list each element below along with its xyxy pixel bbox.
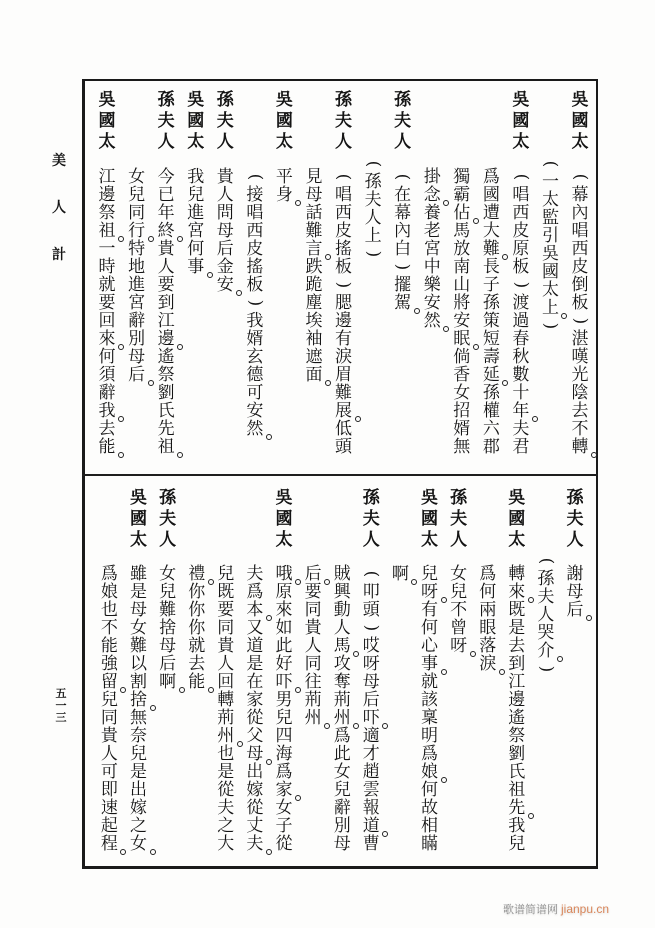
period-mark [179, 687, 185, 693]
dialogue-line: ( 接 唱 西 皮 搖 板 ) 我 婿 玄 德 可 安 然 [244, 168, 266, 438]
watermark-domain: jianpu.cn [561, 902, 610, 916]
script-column [128, 0, 150, 928]
dialogue-line: 掛 念 養 老 宮 中 樂 安 然 [421, 168, 443, 330]
period-mark [295, 579, 301, 585]
period-mark [528, 813, 534, 819]
dialogue-line: 女 兒 難 捨 母 后 啊 [157, 565, 179, 691]
stage-direction: ( 孫 夫 人 哭 介 ) [535, 552, 557, 678]
dialogue-line: 江 邊 祭 祖 一 時 就 要 回 來 何 須 辭 我 去 能 [96, 168, 118, 456]
speaker-name: 吳 國 太 [130, 488, 147, 550]
speaker-name: 孫 夫 人 [157, 90, 175, 152]
period-mark [499, 669, 505, 675]
speaker-name: 吳 國 太 [512, 90, 530, 152]
period-mark [150, 705, 156, 711]
watermark-site-name: 歌谱简谱网 [503, 903, 558, 916]
script-column [419, 0, 441, 928]
script-column [448, 0, 470, 928]
script-column [215, 0, 237, 928]
dialogue-line: 爲 何 兩 眼 落 淚 [477, 565, 499, 673]
script-column [157, 0, 179, 928]
speaker-name: 孫 夫 人 [394, 90, 412, 152]
period-mark [295, 687, 301, 693]
running-title: 美 人 計 [52, 153, 66, 263]
script-column [360, 0, 382, 928]
script-column [302, 0, 324, 928]
period-mark [150, 849, 156, 855]
dialogue-line: 夫 爲 本 又 道 是 在 家 從 父 母 出 嫁 從 丈 夫 [244, 565, 266, 853]
dialogue-line: ( 在 幕 內 白 ) 擺 駕 [392, 168, 414, 312]
dialogue-line: 兒 既 要 同 貴 人 回 轉 荊 州 也 是 從 夫 之 大 [215, 565, 237, 853]
script-column [477, 0, 499, 928]
dialogue-line: 平 身 [273, 168, 295, 204]
period-mark [325, 254, 331, 260]
period-mark [470, 651, 476, 657]
dialogue-line: 獨 霸 佔 馬 放 南 山 將 安 眠 倘 香 女 招 婿 無 [451, 168, 473, 456]
dialogue-line: 啊 [389, 565, 411, 583]
speaker-name: 吳 國 太 [275, 488, 293, 550]
period-mark [266, 759, 272, 765]
period-mark [208, 687, 214, 693]
dialogue-line: 哦 原 來 如 此 好 吓 男 兒 四 海 爲 家 女 子 從 [273, 565, 295, 853]
script-column [244, 0, 266, 928]
script-column [331, 0, 353, 928]
dialogue-line: 見 母 話 難 言 跌 跪 塵 埃 袖 遮 面 [303, 168, 325, 384]
dialogue-line: 爲 娘 也 不 能 強 留 兒 同 貴 人 可 即 速 起 程 [98, 565, 120, 853]
dialogue-line: 后 要 同 貴 人 同 往 荊 州 [302, 565, 324, 727]
watermark [503, 901, 609, 917]
period-mark [441, 777, 447, 783]
period-mark [586, 615, 592, 621]
dialogue-line: 我 兒 進 宮 何 事 [185, 168, 207, 276]
dialogue-line: 貴 人 問 母 后 金 安 [214, 168, 236, 294]
dialogue-line: ( 叩 頭 ) 哎 呀 母 后 吓 適 才 趙 雲 報 道 曹 [360, 565, 382, 853]
dialogue-line: 今 已 年 終 貴 人 要 到 江 邊 遙 祭 劉 氏 先 祖 [155, 168, 177, 456]
speaker-name: 孫 夫 人 [216, 90, 234, 152]
speaker-name: 孫 夫 人 [159, 488, 177, 550]
dialogue-line: 賊 興 動 人 馬 攻 奪 荊 州 爲 此 女 兒 辭 別 母 [331, 565, 353, 853]
dialogue-line: ( 唱 西 皮 原 板 ) 渡 過 春 秋 數 十 年 夫 君 [510, 168, 532, 456]
period-mark [208, 579, 214, 585]
period-mark [591, 452, 597, 458]
period-mark [441, 669, 447, 675]
period-mark [237, 741, 243, 747]
dialogue-line: 女 兒 同 行 特 地 進 宮 辭 別 母 后 [126, 168, 148, 384]
script-column [186, 0, 208, 928]
script-column [389, 0, 411, 928]
period-mark [295, 795, 301, 801]
dialogue-line: 兒 呀 有 何 心 事 就 該 稟 明 爲 娘 何 故 相 瞞 [419, 565, 441, 853]
dialogue-line: ( 唱 西 皮 搖 板 ) 腮 邊 有 淚 眉 難 展 低 頭 [333, 168, 355, 456]
dialogue-line: 轉 來 既 是 去 到 江 邊 遙 祭 劉 氏 祖 先 我 兒 [506, 565, 528, 853]
script-column [273, 0, 295, 928]
speaker-name: 吳 國 太 [275, 90, 293, 152]
speaker-name: 孫 夫 人 [566, 488, 584, 550]
stage-direction: ( 一 太 監 引 吳 國 太 上 ) [539, 155, 561, 335]
speaker-name: 孫 夫 人 [335, 90, 353, 152]
speaker-name: 吳 國 太 [98, 90, 116, 152]
period-mark [266, 615, 272, 621]
dialogue-line: 謝 母 后 [564, 565, 586, 619]
period-mark [557, 656, 563, 662]
speaker-name: 孫 夫 人 [450, 488, 468, 550]
speaker-name: 吳 國 太 [571, 90, 589, 152]
speaker-name: 吳 國 太 [421, 488, 438, 550]
period-mark [266, 434, 272, 440]
script-column [564, 0, 586, 928]
script-column [98, 0, 120, 928]
dialogue-line: 爲 國 遭 大 難 長 子 孫 策 短 壽 延 孫 權 六 郡 [480, 168, 502, 456]
dialogue-line: 禮 你 你 你 就 去 能 [186, 565, 208, 691]
dialogue-line: 女 兒 不 曾 呀 [448, 565, 470, 655]
period-mark [325, 380, 331, 386]
page-number: 五 一 三 [55, 687, 67, 724]
period-mark [266, 849, 272, 855]
script-column [535, 0, 557, 928]
dialogue-line: ( 幕 內 唱 西 皮 倒 板 ) 湛 嘆 光 陰 去 不 轉 [569, 168, 591, 456]
speaker-name: 吳 國 太 [187, 90, 205, 152]
script-column [506, 0, 528, 928]
speaker-name: 吳 國 太 [508, 488, 526, 550]
period-mark [528, 597, 534, 603]
speaker-name: 孫 夫 人 [362, 488, 380, 550]
dialogue-line: 雖 是 母 女 難 以 割 捨 無 奈 兒 是 出 嫁 之 女 [128, 565, 150, 853]
period-mark [441, 597, 447, 603]
stage-direction: ( 孫 夫 人 上 ) [362, 155, 384, 263]
